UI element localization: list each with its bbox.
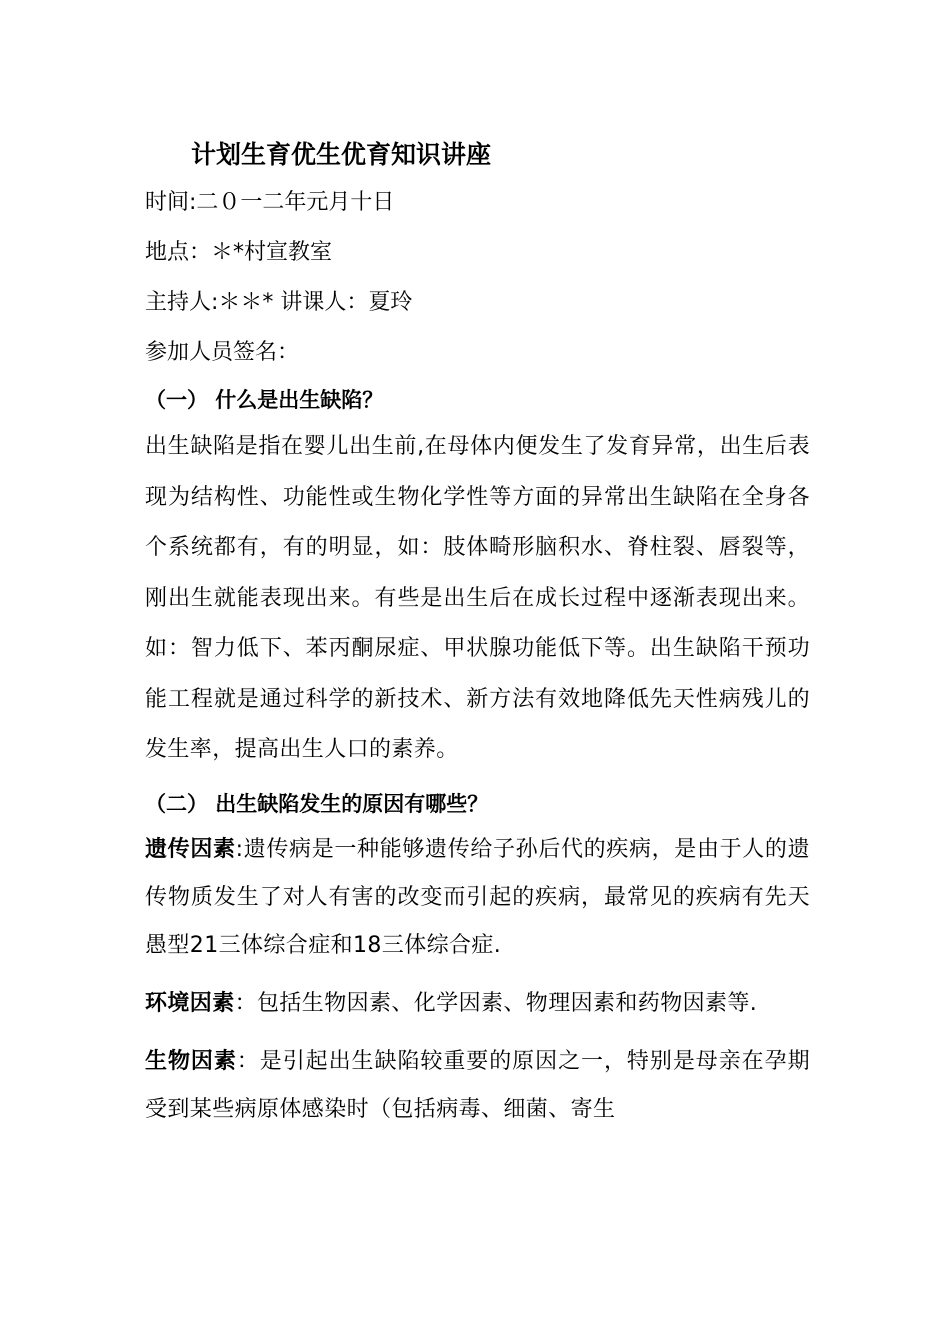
lecture-location: 地点：＊*村宣教室: [145, 240, 333, 265]
paragraph-environment-factors: [145, 980, 810, 1028]
text-biological-factors: ：是引起出生缺陷较重要的原因之一，特别是母亲在孕期受到某些病原体感染时（包括病毒、细菌、寄生: [145, 1048, 810, 1122]
text-genetic-factors: :遗传病是一种能够遗传给子孙后代的疾病，是由于人的遗传物质发生了对人有害的改变而引起的疾病，最常见的疾病有先天愚型21三体综合症和18三体综合症.: [145, 836, 810, 958]
document-content: [145, 132, 810, 1134]
section-body-birth-defect: 出生缺陷是指在婴儿出生前,在母体内便发生了发育异常，出生后表现为结构性、功能性或生物化学性等方面的异常出生缺陷在全身各个系统都有，有的明显，如：肢体畸形脑积水、脊柱裂、唇裂等，刚出生就能表现出来。有些是出生后在成长过程中逐渐表现出来。如：智力低下、苯丙酮尿症、甲状腺功能低下等。出生缺陷干预功能工程就是通过科学的新技术、新方法有效地降低先天性病残儿的发生率，提高出生人口的素养。: [145, 434, 810, 762]
term-genetic-factors: 遗传因素: [145, 836, 236, 862]
term-biological-factors: 生物因素: [145, 1048, 237, 1074]
paragraph-genetic-factors: [145, 826, 810, 970]
page-title: 计划生育优生优育知识讲座: [191, 140, 492, 169]
text-environment-factors: ：包括生物因素、化学因素、物理因素和药物因素等.: [234, 990, 758, 1016]
term-environment-factors: 环境因素: [145, 990, 235, 1016]
lecture-time: 时间:二０一二年元月十日: [145, 190, 395, 215]
paragraph-biological-factors: [145, 1038, 810, 1134]
section-heading-birth-defect: （一） 什么是出生缺陷？: [145, 388, 384, 412]
attendee-signatures: 参加人员签名：: [145, 340, 300, 365]
lecture-host: 主持人:＊＊* 讲课人：夏玲: [145, 290, 413, 315]
section-heading-causes: （二） 出生缺陷发生的原因有哪些？: [145, 791, 489, 816]
